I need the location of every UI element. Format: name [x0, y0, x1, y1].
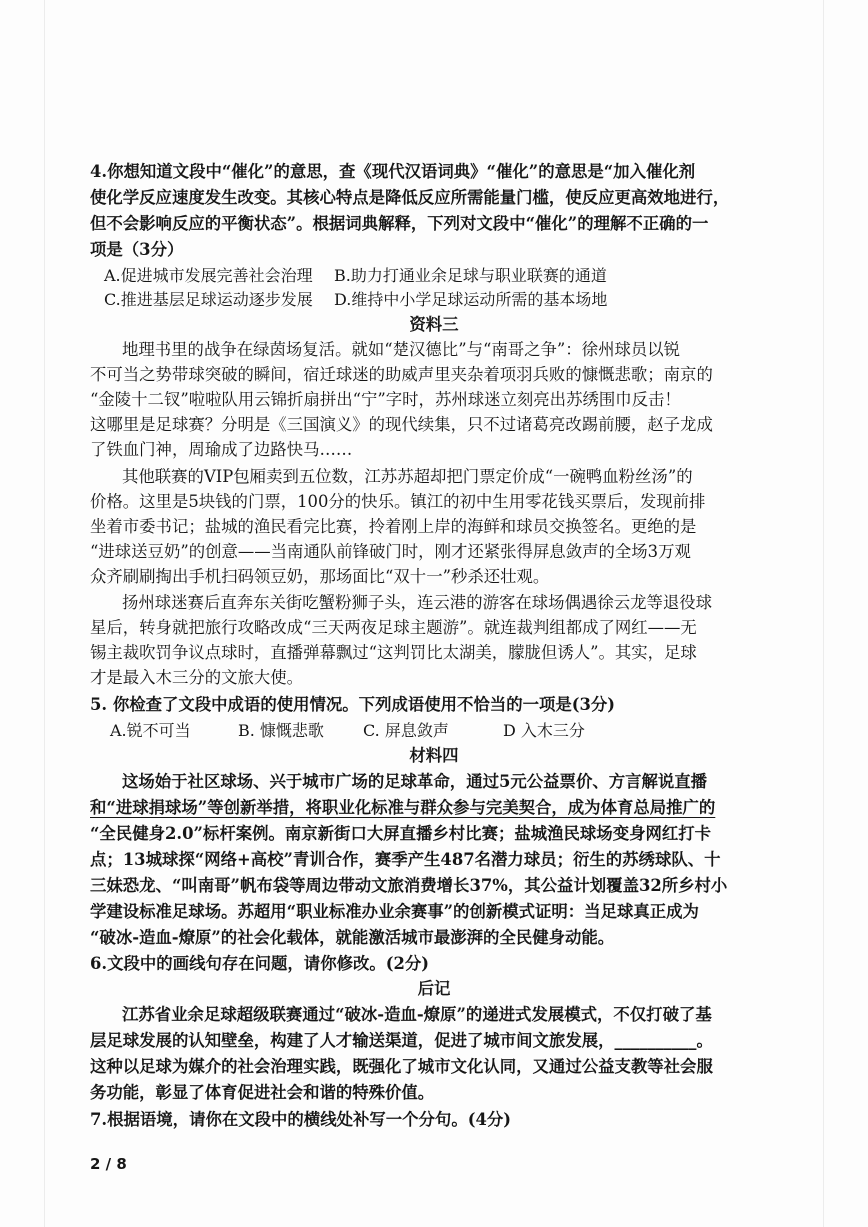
scan-edge-left	[44, 0, 45, 1227]
q5-option-b: B. 慷慨悲歌	[238, 721, 324, 740]
q5-option-d: D 入木三分	[503, 721, 585, 740]
q4-option-b: B.助力打通业余足球与职业联赛的通道	[334, 266, 607, 285]
material3-line-8: 坐着市委书记；盐城的渔民看完比赛，拎着刚上岸的海鲜和球员交换签名。更绝的是	[90, 517, 697, 536]
q5-stem: 5. 你检查了文段中成语的使用情况。下列成语使用不恰当的一项是(3分)	[90, 695, 616, 714]
material3-line-3: “金陵十二钗”啦啦队用云锦折扇拼出“宁”字时，苏州球迷立刻亮出苏绣围巾反击！	[90, 390, 681, 409]
q4-line-4: 项是（3分）	[90, 240, 184, 259]
material3-line-4: 这哪里是足球赛？分明是《三国演义》的现代续集，只不过诸葛亮改踢前腰，赵子龙成	[90, 415, 713, 434]
material4-line-6: 学建设标准足球场。苏超用“职业标准办业余赛事”的创新模式证明：当足球真正成为	[90, 902, 699, 921]
q5-option-a: A.锐不可当	[110, 721, 191, 740]
material3-line-11: 扬州球迷赛后直奔东关街吃蟹粉狮子头，连云港的游客在球场偶遇徐云龙等退役球	[122, 593, 713, 612]
material4-title: 材料四	[409, 746, 459, 765]
material3-title: 资料三	[409, 315, 459, 334]
afterword-line-4: 务功能，彰显了体育促进社会和谐的特殊价值。	[90, 1083, 435, 1102]
q4-line-3: 但不会影响反应的平衡状态”。根据词典解释，下列对文段中“催化”的理解不正确的一	[90, 214, 709, 233]
material3-line-7: 价格。这里是5块钱的门票，100分的快乐。镇江的初中生用零花钱买票后，发现前排	[90, 492, 706, 511]
material3-line-1: 地理书里的战争在绿茵场复活。就如“楚汉德比”与“南哥之争”：徐州球员以锐	[122, 340, 681, 359]
material3-line-14: 才是最入木三分的文旅大使。	[90, 668, 304, 687]
material3-line-10: 众齐刷刷掏出手机扫码领豆奶，那场面比“双十一”秒杀还壮观。	[90, 567, 550, 586]
afterword-title: 后记	[417, 979, 451, 998]
q4-option-a: A.促进城市发展完善社会治理	[104, 266, 313, 285]
material3-line-6: 其他联赛的VIP包厢卖到五位数，江苏苏超却把门票定价成“一碗鸭血粉丝汤”的	[122, 467, 693, 486]
material4-line-4: 点；13城球探“网络+高校”青训合作，赛季产生487名潜力球员；衍生的苏绣球队、十	[90, 850, 721, 869]
material3-line-12: 星后，转身就把旅行攻略改成“三天两夜足球主题游”。就连裁判组都成了网红——无	[90, 618, 697, 637]
material4-line-1: 这场始于社区球场、兴于城市广场的足球革命，通过5元公益票价、方言解说直播	[122, 772, 708, 791]
q6-stem: 6.文段中的画线句存在问题，请你修改。(2分)	[90, 954, 430, 973]
afterword-line-1: 江苏省业余足球超级联赛通过“破冰-造血-燎原”的递进式发展模式，不仅打破了基	[122, 1005, 712, 1024]
material3-line-9: “进球送豆奶”的创意——当南通队前锋破门时，刚才还紧张得屏息敛声的全场3万观	[90, 542, 691, 561]
material4-line-7: “破冰-造血-燎原”的社会化载体，就能激活城市最澎湃的全民健身动能。	[90, 928, 615, 947]
q4-option-c: C.推进基层足球运动逐步发展	[104, 290, 313, 309]
material4-line-2: 和“进球捐球场”等创新举措，将职业化标准与群众参与完美契合，成为体育总局推广的	[90, 798, 716, 817]
material4-line-5: 三妹恐龙、“叫南哥”帆布袋等周边带动文旅消费增长37%，其公益计划覆盖32所乡村小	[90, 876, 728, 895]
q7-stem: 7.根据语境，请你在文段中的横线处补写一个分句。(4分)	[90, 1110, 512, 1129]
page-number: 2 / 8	[90, 1155, 127, 1173]
q4-line-1: 4.你想知道文段中“催化”的意思，查《现代汉语词典》“催化”的意思是“加入催化剂	[90, 162, 696, 181]
q4-option-d: D.维持中小学足球运动所需的基本场地	[334, 290, 608, 309]
material4-line-3: “全民健身2.0”标杆案例。南京新街口大屏直播乡村比赛；盐城渔民球场变身网红打卡	[90, 824, 712, 843]
afterword-line-2: 层足球发展的认知壁垒，构建了人才输送渠道，促进了城市间文旅发展，__________。	[90, 1031, 713, 1050]
material3-line-13: 锡主裁吹罚争议点球时，直播弹幕飘过“这判罚比太湖美，朦胧但诱人”。其实，足球	[90, 643, 697, 662]
material3-line-2: 不可当之势带球突破的瞬间，宿迁球迷的助威声里夹杂着项羽兵败的慷慨悲歌；南京的	[90, 365, 713, 384]
q4-line-2: 使化学反应速度发生改变。其核心特点是降低反应所需能量门槛，使反应更高效地进行，	[90, 188, 730, 207]
material3-line-5: 了铁血门神，周瑜成了边路快马……	[90, 440, 353, 459]
scan-edge-right	[823, 0, 824, 1227]
q5-option-c: C. 屏息敛声	[363, 721, 449, 740]
afterword-line-3: 这种以足球为媒介的社会治理实践，既强化了城市文化认同，又通过公益支教等社会服	[90, 1057, 713, 1076]
